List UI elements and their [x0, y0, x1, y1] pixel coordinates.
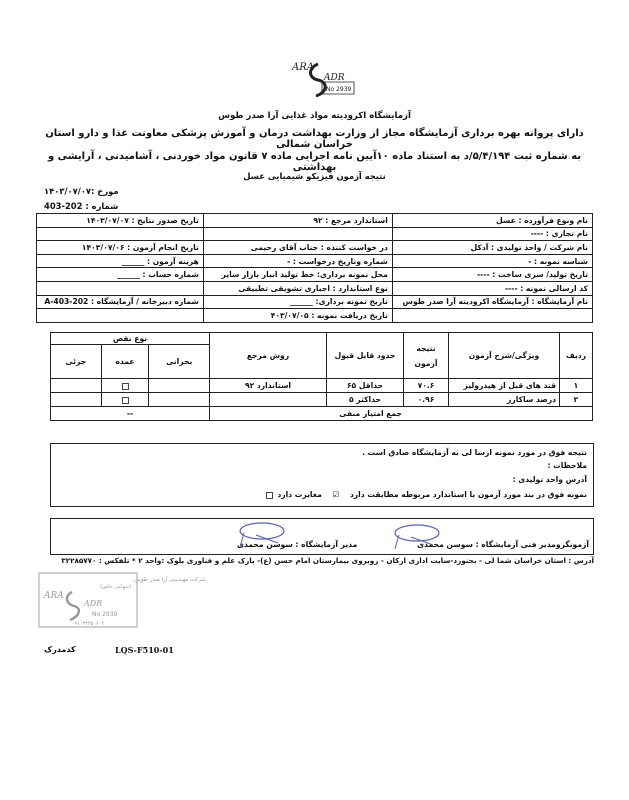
- info-cell: تاریخ انجام آزمون : ۱۴۰۳/۰۷/۰۶: [37, 241, 204, 255]
- row-method: استاندارد ۹۲: [210, 379, 327, 393]
- info-row: [37, 241, 593, 255]
- major-checkbox[interactable]: [122, 383, 129, 390]
- row-critical: [149, 379, 210, 393]
- col-critical: بحرانی: [149, 345, 210, 379]
- stamp-logo-mid: ADR: [84, 599, 103, 608]
- row-feature: درصد ساکارز: [449, 393, 560, 407]
- notes-box: [50, 443, 594, 507]
- info-cell: نام ونوع فرآورده : عسل: [392, 214, 592, 228]
- stamp-phone: ۰۹۱۰۳۴۳۵۰۶۰۲: [71, 621, 105, 627]
- col-limit: حدود قابل قبول: [327, 333, 404, 379]
- info-cell: شماره وتاریخ درخواست : -: [203, 254, 392, 268]
- row-no: ۲: [560, 393, 593, 407]
- info-table: [36, 213, 593, 323]
- col-result-l1: نتیجه: [416, 343, 436, 353]
- row-major: [101, 393, 149, 407]
- row-minor: [51, 379, 102, 393]
- table-row: [51, 407, 593, 421]
- row-major: [101, 379, 149, 393]
- address-line: آدرس : استان خراسان شما لی - بجنورد-سایت اداری ارکان - روبروی بیمارستان امام حسن (ع)- پارک علم و فناوری بلوک :واحد ۲ * تلفکس : ۳۲۲۸۵۷۷۰: [61, 556, 594, 565]
- info-cell: تاریخ دریافت نمونه : ۴۰۳/۰۷/۰۵: [203, 309, 392, 323]
- table-row: [51, 393, 593, 407]
- row-critical: [149, 393, 210, 407]
- nonconform-checkbox[interactable]: [266, 492, 273, 499]
- info-cell: شماره دبیرخانه / آزمایشگاه : 202-A-403: [37, 295, 204, 309]
- negative-score-label: جمع امتیاز منفی: [210, 407, 593, 421]
- negative-score-value: --: [51, 407, 210, 421]
- logo-top: ARA: [292, 62, 314, 73]
- row-method: [210, 393, 327, 407]
- info-cell: [37, 309, 204, 323]
- company-stamp: [38, 572, 206, 628]
- row-limit: حداقل ۶۵: [327, 379, 404, 393]
- manager-signature-label: مدیر آزمایشگاه : سوسن محمدی: [237, 540, 358, 549]
- row-no: ۱: [560, 379, 593, 393]
- stamp-line2: (سهامی خاص): [100, 584, 132, 590]
- lab-name: آزمایشگاه اکرودیته مواد غذایی آرا صدر طوس: [218, 111, 411, 121]
- nonconform-label: مغایرت دارد: [277, 490, 322, 499]
- report-number: شماره : 202-403: [44, 201, 119, 211]
- col-method: روش مرجع: [210, 333, 327, 379]
- info-cell: استاندارد مرجع : ۹۲: [203, 214, 392, 228]
- info-cell: هزینه آزمون : ______: [37, 254, 204, 268]
- document-code-value: LQS-F510-01: [115, 645, 174, 655]
- logo-mid: ADR: [324, 73, 345, 83]
- info-row: [37, 227, 593, 241]
- signature-box: [50, 518, 594, 555]
- table-row: [51, 379, 593, 393]
- tech-signature-label: آزمونگرومدیر فنی آزمایشگاه : سوسن محمدی: [417, 540, 589, 549]
- row-limit: حداکثر ۵: [327, 393, 404, 407]
- info-row: [37, 254, 593, 268]
- info-cell: [37, 227, 204, 241]
- signature-mark: [391, 521, 443, 551]
- info-row: [37, 309, 593, 323]
- info-cell: [203, 227, 392, 241]
- info-row: [37, 268, 593, 282]
- license-line: دارای پروانه بهره برداری آزمایشگاه مجاز از وزارت بهداشت درمان و آموزش پزشکی معاونت غذا و دارو استان خراسان شمالی: [45, 128, 584, 150]
- col-feature: ویژگی/شرح آزمون: [449, 333, 560, 379]
- info-cell: تاریخ صدور نتایج : ۱۴۰۳/۰۷/۰۷: [37, 214, 204, 228]
- row-feature: قند های قبل از هیدرولیز: [449, 379, 560, 393]
- row-result: ۷۰.۶: [404, 379, 449, 393]
- note-line2: ملاحظات :: [547, 461, 587, 470]
- row-result: ۰.۹۶: [404, 393, 449, 407]
- signature-mark: [236, 519, 288, 549]
- col-result: [404, 333, 449, 379]
- report-date: مورخ :۱۴۰۳/۰۷/۰۷: [44, 186, 119, 196]
- col-minor: جزئی: [51, 345, 102, 379]
- info-row: [37, 214, 593, 228]
- info-cell: نام آزمایشگاه : آزمایشگاه اکرودیته آرا صدر طوس: [392, 295, 592, 309]
- registration-line: به شماره ثبت ۵/۴/۱۹۴/د به استناد ماده ۱۰آیین نامه اجرایی ماده ۷ قانون مواد خوردنی ، آشامیدنی ، آرایشی و بهداشتی: [47, 151, 582, 173]
- col-row: ردیف: [560, 333, 593, 379]
- col-major: عمده: [101, 345, 149, 379]
- info-cell: تاریخ نمونه برداری: ______: [203, 295, 392, 309]
- info-cell: تاریخ تولید/ سری ساخت : ----: [392, 268, 592, 282]
- major-checkbox[interactable]: [122, 397, 129, 404]
- info-cell: شناسه نمونه : -: [392, 254, 592, 268]
- note-line1: نتیجه فوق در مورد نمونه ارسا لی به آزمایشگاه صادق است .: [362, 448, 587, 457]
- results-table: [50, 332, 593, 421]
- note-line3: آدرس واحد تولیدی :: [512, 475, 587, 484]
- info-cell: کد ارسالی نمونه : ----: [392, 281, 592, 295]
- info-cell: نوع استاندارد : اجباری تشویقی تطبیقی: [203, 281, 392, 295]
- stamp-line1: شرکت مهندسی آرا صدر طوس: [134, 577, 206, 583]
- info-cell: شماره حساب : ______: [37, 268, 204, 282]
- info-cell: نام تجاری : ----: [392, 227, 592, 241]
- info-cell: [37, 281, 204, 295]
- info-row: [37, 295, 593, 309]
- info-cell: در خواست کننده : جناب آقای رحیمی: [203, 241, 392, 255]
- note-line4: [264, 490, 587, 499]
- row-minor: [51, 393, 102, 407]
- col-result-l2: آزمون: [414, 358, 438, 368]
- info-cell: [392, 309, 592, 323]
- stamp-code: No 2939: [92, 611, 118, 618]
- col-defect: نوع نقص: [51, 333, 210, 345]
- stamp-logo-top: ARA: [44, 591, 64, 601]
- result-title: نتیجه آزمون فیزیکو شیمیایی عسل: [243, 171, 386, 181]
- info-row: [37, 281, 593, 295]
- info-cell: نام شرکت / واحد تولیدی : آدکل: [392, 241, 592, 255]
- logo-code: No 2939: [326, 86, 352, 93]
- info-cell: محل نمونه برداری: خط تولید انبار بازار سایر: [203, 268, 392, 282]
- document-code-label: کدمدرک: [44, 645, 76, 654]
- conformity-label: نمونه فوق در بند مورد آزمون با استاندارد مربوطه مطابقت دارد: [349, 490, 587, 499]
- lab-logo: [288, 58, 358, 100]
- conforms-checkbox[interactable]: ☑: [332, 490, 340, 499]
